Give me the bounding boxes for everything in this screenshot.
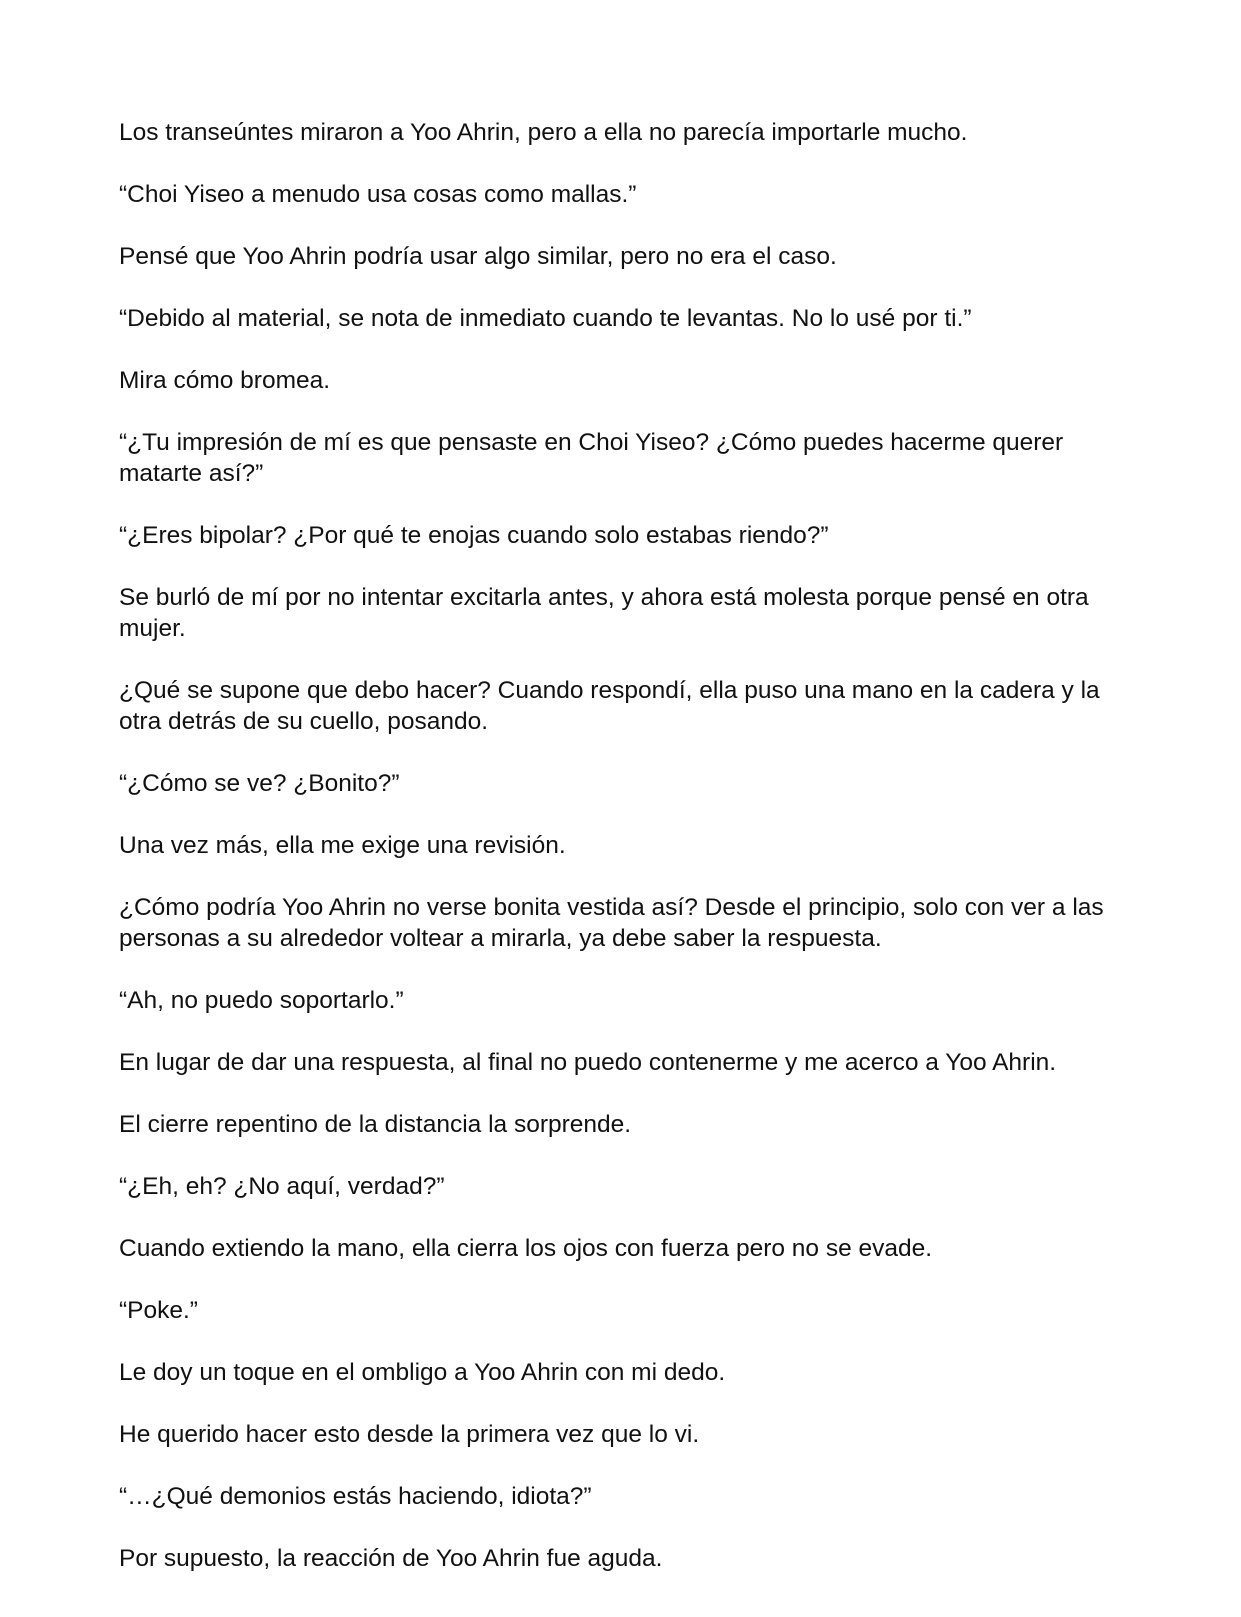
paragraph: “…¿Qué demonios estás haciendo, idiota?” [119, 1483, 592, 1510]
paragraph: ¿Qué se supone que debo hacer? Cuando respondí, ella puso una mano en la cadera y la otra detrás de su cuello, posando. [119, 677, 1100, 735]
paragraph: En lugar de dar una respuesta, al final no puedo contenerme y me acerco a Yoo Ahrin. [119, 1049, 1057, 1076]
paragraph: ¿Cómo podría Yoo Ahrin no verse bonita vestida así? Desde el principio, solo con ver a las personas a su alrededor voltear a mirarla, ya debe saber la respuesta. [119, 894, 1104, 952]
paragraph: Una vez más, ella me exige una revisión. [119, 832, 566, 859]
paragraph: Le doy un toque en el ombligo a Yoo Ahrin con mi dedo. [119, 1359, 726, 1386]
paragraph: “¿Eh, eh? ¿No aquí, verdad?” [119, 1173, 445, 1200]
paragraph: Se burló de mí por no intentar excitarla antes, y ahora está molesta porque pensé en otra mujer. [119, 584, 1089, 642]
paragraph: Por supuesto, la reacción de Yoo Ahrin fue aguda. [119, 1545, 663, 1572]
paragraph: He querido hacer esto desde la primera vez que lo vi. [119, 1421, 700, 1448]
paragraph: Cuando extiendo la mano, ella cierra los ojos con fuerza pero no se evade. [119, 1235, 933, 1262]
paragraph: “¿Cómo se ve? ¿Bonito?” [119, 770, 400, 797]
paragraph: Mira cómo bromea. [119, 367, 331, 394]
paragraph: “¿Tu impresión de mí es que pensaste en Choi Yiseo? ¿Cómo puedes hacerme querer matarte así?” [119, 429, 1064, 487]
paragraph: “Ah, no puedo soportarlo.” [119, 987, 404, 1014]
document-body [119, 117, 1129, 1605]
paragraph: “Poke.” [119, 1297, 198, 1324]
paragraph: “Choi Yiseo a menudo usa cosas como mallas.” [119, 181, 637, 208]
paragraph: “Debido al material, se nota de inmediato cuando te levantas. No lo usé por ti.” [119, 305, 972, 332]
paragraph: “¿Eres bipolar? ¿Por qué te enojas cuando solo estabas riendo?” [119, 522, 829, 549]
paragraph: Los transeúntes miraron a Yoo Ahrin, pero a ella no parecía importarle mucho. [119, 119, 968, 146]
paragraph: Pensé que Yoo Ahrin podría usar algo similar, pero no era el caso. [119, 243, 837, 270]
paragraph: El cierre repentino de la distancia la sorprende. [119, 1111, 632, 1138]
